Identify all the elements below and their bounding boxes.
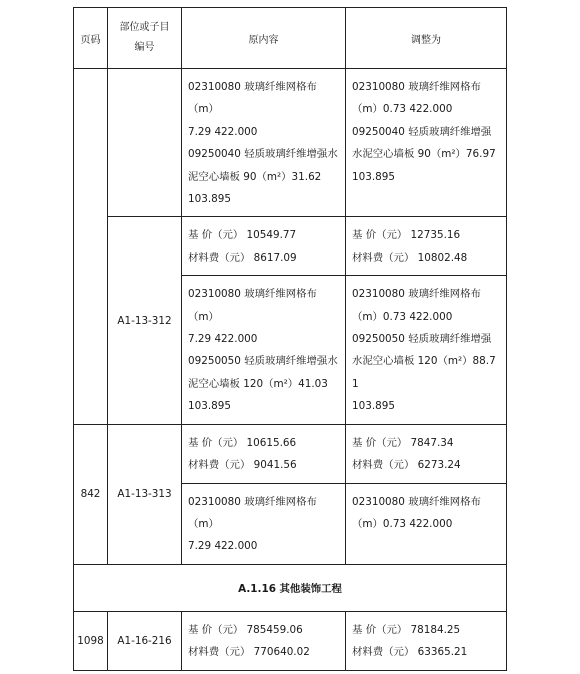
header-page: 页码 (74, 8, 108, 69)
text-line: 02310080 玻璃纤维网格布 (352, 81, 481, 93)
section-row (74, 564, 507, 611)
header-part-line1: 部位或子目 (119, 22, 170, 33)
text-line: 7.29 422.000 (188, 540, 258, 553)
text-line: 7.29 422.000 (188, 333, 258, 346)
header-original: 原内容 (182, 8, 346, 69)
table-row (74, 424, 507, 483)
item-code: A1-16-216 (108, 611, 182, 670)
section-title: A.1.16 其他装饰工程 (74, 564, 507, 611)
text-line: （m）0.73 422.000 (352, 103, 453, 116)
text-line: 水泥空心墙板 120（m²）88.71 (352, 355, 496, 390)
header-part-line2: 编号 (134, 42, 155, 53)
page-number: 1098 (74, 611, 108, 670)
text-line: 09250050 轻质玻璃纤维增强 (352, 333, 492, 346)
original-price-cell (182, 611, 346, 670)
table-header-row (74, 8, 507, 69)
text-line: 基 价（元） 12735.16 (352, 229, 461, 242)
item-code: A1-13-313 (108, 424, 182, 564)
text-line: 基 价（元） 785459.06 (188, 623, 303, 636)
item-code: A1-13-312 (108, 217, 182, 424)
text-line: 泥空心墙板 90（m²）31.62 (188, 170, 322, 183)
text-line: 材料费（元） 770640.02 (188, 646, 310, 659)
adjusted-price-cell (346, 611, 507, 670)
text-line: 09250040 轻质玻璃纤维增强 (352, 125, 492, 138)
original-price-cell (182, 424, 346, 483)
original-price-cell (182, 217, 346, 276)
text-line: 基 价（元） 10615.66 (188, 436, 297, 449)
text-line: 泥空心墙板 120（m²）41.03 (188, 377, 328, 390)
text-line: 材料费（元） 6273.24 (352, 459, 461, 472)
original-content-cell (182, 276, 346, 424)
adjusted-content-cell (346, 69, 507, 217)
text-line: 02310080 玻璃纤维网格布（m） (188, 288, 317, 323)
code-cell-empty (108, 69, 182, 217)
adjustment-table (73, 7, 507, 671)
text-line: 103.895 (188, 193, 231, 206)
header-adjusted: 调整为 (346, 8, 507, 69)
text-line: 103.895 (188, 400, 231, 413)
adjusted-content-cell (346, 276, 507, 424)
text-line: 02310080 玻璃纤维网格布（m） (188, 81, 317, 116)
page-cell-empty (74, 69, 108, 425)
table-row (74, 611, 507, 670)
text-line: 材料费（元） 9041.56 (188, 459, 297, 472)
text-line: 103.895 (352, 400, 395, 413)
text-line: 02310080 玻璃纤维网格布 (352, 288, 481, 301)
original-content-cell (182, 69, 346, 217)
adjusted-price-cell (346, 217, 507, 276)
text-line: 基 价（元） 78184.25 (352, 623, 461, 636)
adjusted-content-cell (346, 483, 507, 564)
text-line: 基 价（元） 10549.77 (188, 229, 297, 242)
original-content-cell (182, 483, 346, 564)
text-line: 7.29 422.000 (188, 125, 258, 138)
table-row (74, 217, 507, 276)
text-line: （m）0.73 422.000 (352, 517, 453, 530)
header-part (108, 8, 182, 69)
text-line: （m）0.73 422.000 (352, 310, 453, 323)
table-row (74, 69, 507, 217)
text-line: 02310080 玻璃纤维网格布（m） (188, 495, 317, 530)
text-line: 材料费（元） 10802.48 (352, 251, 468, 264)
adjusted-price-cell (346, 424, 507, 483)
page-number: 842 (74, 424, 108, 564)
text-line: 水泥空心墙板 90（m²）76.97 (352, 148, 496, 161)
text-line: 材料费（元） 63365.21 (352, 646, 468, 659)
text-line: 02310080 玻璃纤维网格布 (352, 495, 481, 508)
text-line: 103.895 (352, 170, 395, 183)
text-line: 材料费（元） 8617.09 (188, 251, 297, 264)
text-line: 09250040 轻质玻璃纤维增强水 (188, 148, 338, 161)
text-line: 09250050 轻质玻璃纤维增强水 (188, 355, 338, 368)
text-line: 基 价（元） 7847.34 (352, 436, 454, 449)
